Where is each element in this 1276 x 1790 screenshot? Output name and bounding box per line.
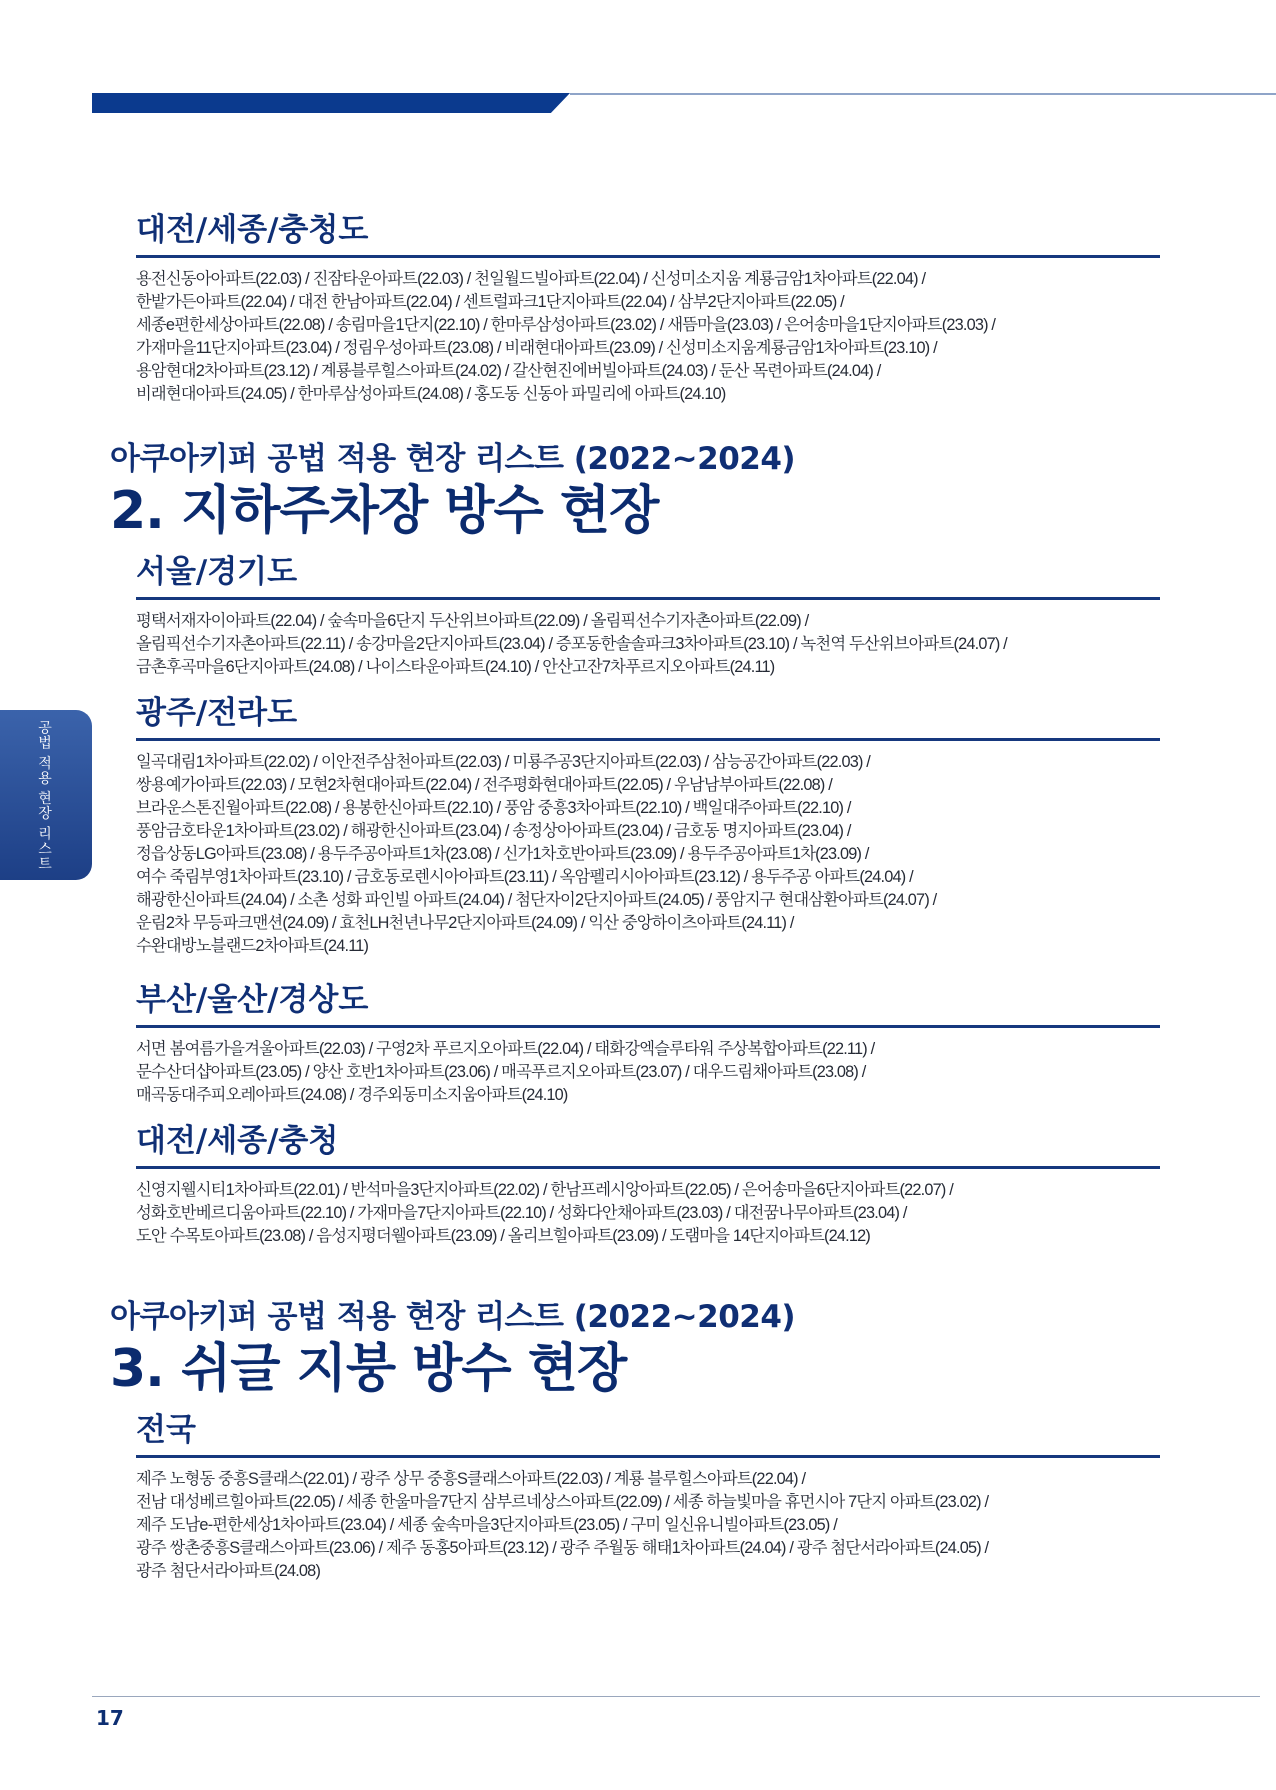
list-line: 성화호반베르디움아파트(22.10) / 가재마을7단지아파트(22.10) / 성화다안채아파트(23.03) / 대전꿈나무아파트(23.04) /: [136, 1204, 907, 1222]
list-line: 가재마을11단지아파트(23.04) / 정림우성아파트(23.08) / 비래현대아파트(23.09) / 신성미소지움계룡금암1차아파트(23.10) /: [136, 339, 937, 357]
list-line: 세종e편한세상아파트(22.08) / 송림마을1단지(22.10) / 한마루삼성아파트(23.02) / 새뜸마을(23.03) / 은어송마을1단지아파트(23.03) /: [136, 316, 996, 334]
list-line: 해광한신아파트(24.04) / 소촌 성화 파인빌 아파트(24.04) / 첨단자이2단지아파트(24.05) / 풍암지구 현대삼환아파트(24.07) /: [136, 891, 937, 909]
list-line: 정읍상동LG아파트(23.08) / 용두주공아파트1차(23.08) / 신가1차호반아파트(23.09) / 용두주공아파트1차(23.09) /: [136, 845, 869, 863]
list-line: 쌍용예가아파트(22.03) / 모현2차현대아파트(22.04) / 전주평화현대아파트(22.05) / 우남남부아파트(22.08) /: [136, 776, 832, 794]
list-line: 평택서재자이아파트(22.04) / 숲속마을6단지 두산위브아파트(22.09) / 올림픽선수기자촌아파트(22.09) /: [136, 612, 809, 630]
footer-divider: [92, 1696, 1260, 1697]
section-body: [136, 751, 1160, 958]
list-line: 전남 대성베르힐아파트(22.05) / 세종 한울마을7단지 삼부르네상스아파트(22.09) / 세종 하늘빛마을 휴먼시아 7단지 아파트(23.02) /: [136, 1493, 989, 1511]
section-title: 부산/울산/경상도: [136, 980, 1160, 1028]
part3-eyebrow: 아쿠아키퍼 공법 적용 현장 리스트 (2022~2024): [110, 1299, 796, 1335]
list-line: 제주 도남e-편한세상1차아파트(23.04) / 세종 숲속마을3단지아파트(23.05) / 구미 일신유니빌아파트(23.05) /: [136, 1516, 837, 1534]
section-title: 서울/경기도: [136, 552, 1160, 600]
part2-eyebrow: 아쿠아키퍼 공법 적용 현장 리스트 (2022~2024): [110, 441, 796, 477]
list-line: 광주 첨단서라아파트(24.08): [136, 1562, 321, 1580]
list-line: 도안 수목토아파트(23.08) / 음성지평더웰아파트(23.09) / 올리브힐아파트(23.09) / 도램마을 14단지아파트(24.12): [136, 1227, 871, 1245]
list-line: 운림2차 무등파크맨션(24.09) / 효천LH천년나무2단지아파트(24.09) / 익산 중앙하이츠아파트(24.11) /: [136, 914, 794, 932]
section-title: 대전/세종/충청도: [136, 210, 1160, 258]
header-bar-line: [570, 93, 1276, 95]
list-line: 신영지웰시티1차아파트(22.01) / 반석마을3단지아파트(22.02) / 한남프레시앙아파트(22.05) / 은어송마을6단지아파트(22.07) /: [136, 1181, 953, 1199]
section-daejeon-top: [110, 210, 1160, 406]
page-number: 17: [96, 1706, 124, 1730]
list-line: 브라운스톤진월아파트(22.08) / 용봉한신아파트(22.10) / 풍암 중흥3차아파트(22.10) / 백일대주아파트(22.10) /: [136, 799, 851, 817]
header-bar-accent: [92, 93, 570, 113]
list-line: 수완대방노블랜드2차아파트(24.11): [136, 937, 369, 955]
list-line: 용암현대2차아파트(23.12) / 계룡블루힐스아파트(24.02) / 갈산현진에버빌아파트(24.03) / 둔산 목련아파트(24.04) /: [136, 362, 881, 380]
list-line: 올림픽선수기자촌아파트(22.11) / 송강마을2단지아파트(23.04) / 증포동한솔솔파크3차아파트(23.10) / 녹천역 두산위브아파트(24.07) /: [136, 635, 1007, 653]
content: [110, 210, 1160, 1583]
list-line: 금촌후곡마을6단지아파트(24.08) / 나이스타운아파트(24.10) / 안산고잔7차푸르지오아파트(24.11): [136, 658, 775, 676]
list-line: 서면 봄여름가을겨울아파트(22.03) / 구영2차 푸르지오아파트(22.04) / 태화강엑슬루타워 주상복합아파트(22.11) /: [136, 1040, 875, 1058]
side-tab-label: 공법 적용 현장 리스트: [36, 720, 52, 872]
section-gwangju: [110, 693, 1160, 958]
section-title: 광주/전라도: [136, 693, 1160, 741]
list-line: 문수산더샵아파트(23.05) / 양산 호반1차아파트(23.06) / 매곡푸르지오아파트(23.07) / 대우드림채아파트(23.08) /: [136, 1063, 866, 1081]
section-busan: [110, 980, 1160, 1107]
part2-header: [110, 440, 1160, 542]
section-body: [136, 1179, 1160, 1248]
part3-header: [110, 1298, 1160, 1400]
part3-title: 3. 쉬글 지붕 방수 현장: [110, 1339, 627, 1399]
section-body: [136, 268, 1160, 406]
list-line: 풍암금호타운1차아파트(23.02) / 해광한신아파트(23.04) / 송정상아아파트(23.04) / 금호동 명지아파트(23.04) /: [136, 822, 851, 840]
list-line: 여수 죽림부영1차아파트(23.10) / 금호동로렌시아아파트(23.11) / 옥암펠리시아아파트(23.12) / 용두주공 아파트(24.04) /: [136, 868, 913, 886]
section-seoul: [110, 552, 1160, 679]
header-bar: [92, 93, 1272, 113]
section-title: 전국: [136, 1410, 1160, 1458]
section-daejeon: [110, 1121, 1160, 1248]
list-line: 비래현대아파트(24.05) / 한마루삼성아파트(24.08) / 홍도동 신동아 파밀리에 아파트(24.10): [136, 385, 726, 403]
section-body: [136, 1038, 1160, 1107]
part2-title: 2. 지하주차장 방수 현장: [110, 481, 659, 541]
section-nationwide: [110, 1410, 1160, 1583]
list-line: 용전신동아아파트(22.03) / 진잠타운아파트(22.03) / 천일월드빌아파트(22.04) / 신성미소지움 계룡금암1차아파트(22.04) /: [136, 270, 926, 288]
list-line: 일곡대림1차아파트(22.02) / 이안전주삼천아파트(22.03) / 미룡주공3단지아파트(22.03) / 삼능공간아파트(22.03) /: [136, 753, 871, 771]
side-tab: [0, 710, 92, 880]
list-line: 제주 노형동 중흥S클래스(22.01) / 광주 상무 중흥S클래스아파트(22.03) / 계룡 블루힐스아파트(22.04) /: [136, 1470, 806, 1488]
section-body: [136, 610, 1160, 679]
list-line: 매곡동대주피오레아파트(24.08) / 경주외동미소지움아파트(24.10): [136, 1086, 568, 1104]
section-body: [136, 1468, 1160, 1583]
section-title: 대전/세종/충청: [136, 1121, 1160, 1169]
list-line: 광주 쌍촌중흥S클래스아파트(23.06) / 제주 동홍5아파트(23.12) / 광주 주월동 해태1차아파트(24.04) / 광주 첨단서라아파트(24.05) /: [136, 1539, 989, 1557]
list-line: 한밭가든아파트(22.04) / 대전 한남아파트(22.04) / 센트럴파크1단지아파트(22.04) / 삼부2단지아파트(22.05) /: [136, 293, 844, 311]
